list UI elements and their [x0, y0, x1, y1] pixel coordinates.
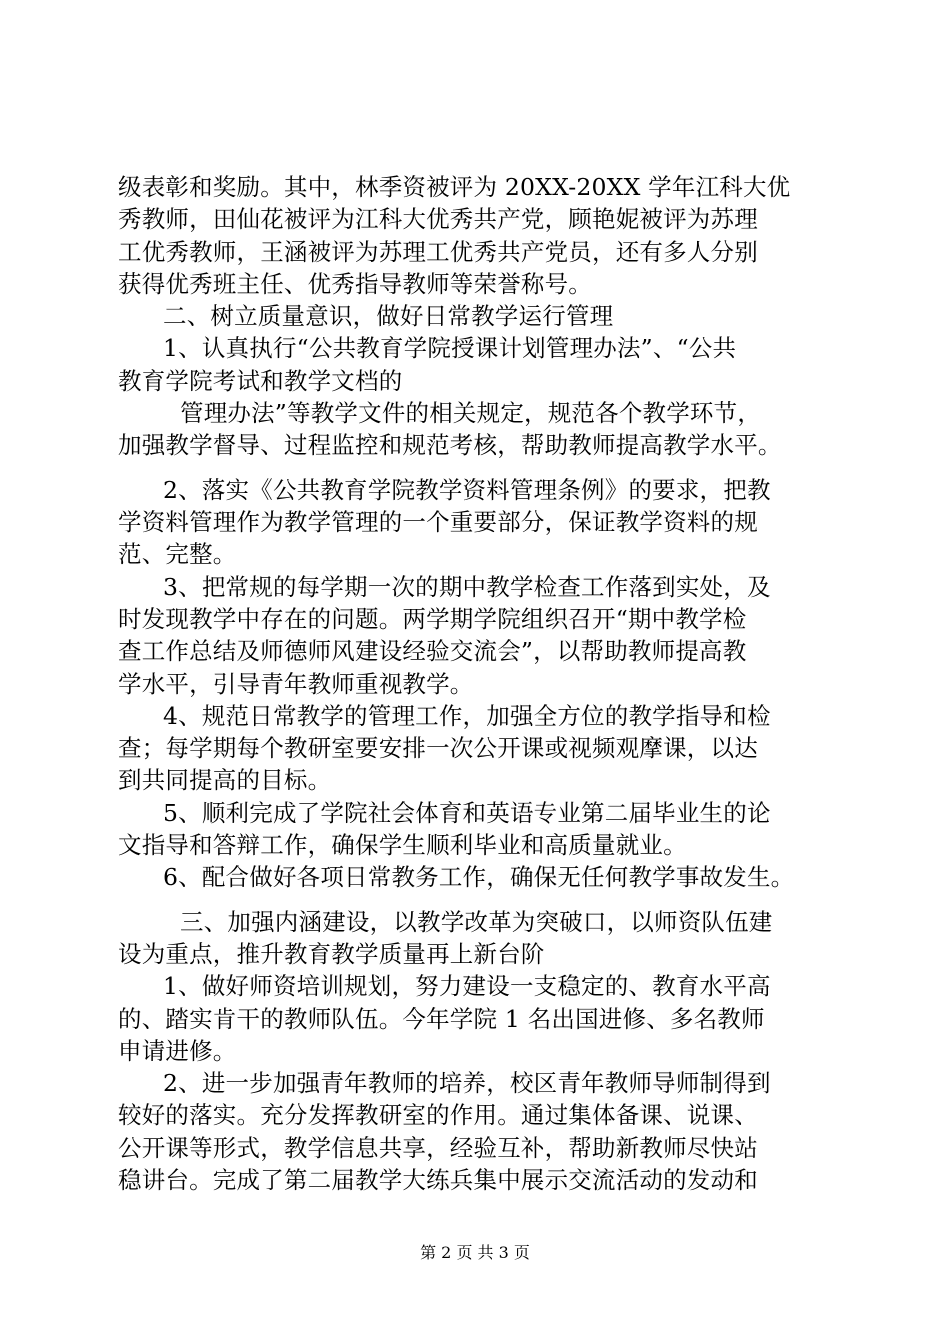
text-line: 学水平，引导青年教师重视教学。 — [118, 669, 474, 698]
text-line: 管理办法”等教学文件的相关规定，规范各个教学环节， — [180, 398, 762, 427]
page-number-footer: 第 2 页 共 3 页 — [420, 1243, 530, 1262]
text-line: 学资料管理作为教学管理的一个重要部分，保证教学资料的规 — [118, 508, 758, 537]
text-line: 较好的落实。充分发挥教研室的作用。通过集体备课、说课、 — [118, 1101, 758, 1130]
section-heading: 二、树立质量意识，做好日常教学运行管理 — [163, 302, 614, 331]
section-heading: 三、加强内涵建设，以教学改革为突破口，以师资队伍建 — [180, 907, 773, 936]
text-line: 5、顺利完成了学院社会体育和英语专业第二届毕业生的论 — [163, 798, 771, 827]
text-line: 公开课等形式，教学信息共享，经验互补，帮助新教师尽快站 — [118, 1133, 758, 1162]
text-line: 时发现教学中存在的问题。两学期学院组织召开“期中教学检 — [118, 604, 747, 633]
text-line: 获得优秀班主任、优秀指导教师等荣誉称号。 — [118, 269, 592, 298]
text-line: 2、进一步加强青年教师的培养，校区青年教师导师制得到 — [163, 1069, 771, 1098]
text-line: 2、落实《公共教育学院教学资料管理条例》的要求，把教 — [163, 475, 771, 504]
text-line: 到共同提高的目标。 — [118, 766, 332, 795]
text-line: 1、认真执行“公共教育学院授课计划管理办法”、“公共 — [163, 334, 737, 363]
text-line: 的、踏实肯干的教师队伍。今年学院 1 名出国进修、多名教师 — [118, 1004, 765, 1033]
text-line: 稳讲台。完成了第二届教学大练兵集中展示交流活动的发动和 — [118, 1166, 758, 1194]
text-line: 6、配合做好各项日常教务工作，确保无任何教学事故发生。 — [163, 863, 795, 892]
text-line: 1、做好师资培训规划，努力建设一支稳定的、教育水平高 — [163, 972, 771, 1001]
text-line: 查工作总结及师德师风建设经验交流会”，以帮助教师提高教 — [118, 637, 747, 666]
text-line: 级表彰和奖励。其中，林季资被评为 20XX-20XX 学年江科大优 — [118, 173, 791, 201]
text-line: 4、规范日常教学的管理工作，加强全方位的教学指导和检 — [163, 701, 771, 730]
text-line: 秀教师，田仙花被评为江科大优秀共产党，顾艳妮被评为苏理 — [118, 205, 758, 234]
text-line: 申请进修。 — [118, 1036, 237, 1065]
text-line: 3、把常规的每学期一次的期中教学检查工作落到实处，及 — [163, 572, 771, 601]
text-line: 工优秀教师，王涵被评为苏理工优秀共产党员，还有多人分别 — [118, 237, 758, 266]
text-line: 教育学院考试和教学文档的 — [118, 366, 403, 395]
text-line: 设为重点，推升教育教学质量再上新台阶 — [118, 940, 545, 968]
text-line: 范、完整。 — [118, 540, 237, 569]
text-line: 查；每学期每个教研室要安排一次公开课或视频观摩课，以达 — [118, 734, 758, 763]
text-line: 文指导和答辩工作，确保学生顺利毕业和高质量就业。 — [118, 830, 687, 859]
text-line: 加强教学督导、过程监控和规范考核，帮助教师提高教学水平。 — [118, 431, 782, 460]
